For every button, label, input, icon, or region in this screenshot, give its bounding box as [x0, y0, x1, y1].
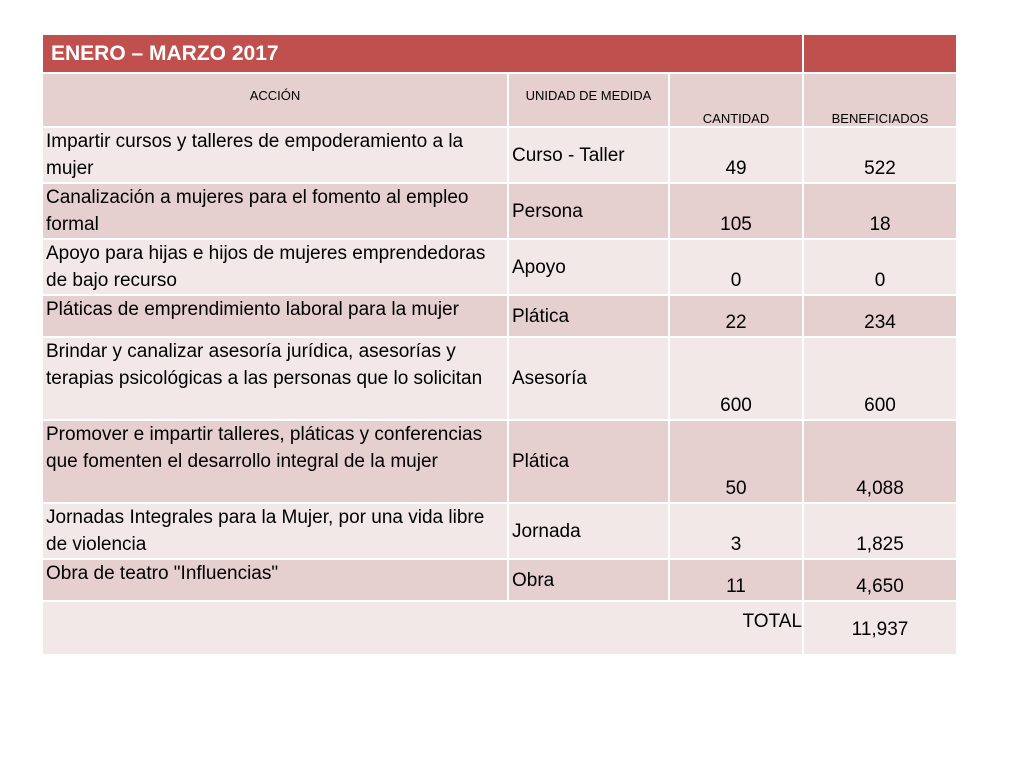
- table-row: [42, 503, 957, 559]
- cell-cantidad: 0: [669, 239, 803, 295]
- header-cantidad: CANTIDAD: [669, 73, 803, 127]
- cell-cantidad: 22: [669, 295, 803, 337]
- table-row: [42, 559, 957, 601]
- total-row: [42, 601, 957, 655]
- title-empty-cell: [803, 34, 957, 73]
- cell-unidad: Curso - Taller: [508, 127, 669, 183]
- header-row: [42, 73, 957, 127]
- cell-beneficiados: 1,825: [803, 503, 957, 559]
- table-row: [42, 183, 957, 239]
- cell-accion: Apoyo para hijas e hijos de mujeres emprendedoras de bajo recurso: [42, 239, 508, 295]
- total-value: 11,937: [803, 601, 957, 655]
- cell-beneficiados: 522: [803, 127, 957, 183]
- cell-unidad: Obra: [508, 559, 669, 601]
- cell-cantidad: 49: [669, 127, 803, 183]
- cell-beneficiados: 4,650: [803, 559, 957, 601]
- cell-beneficiados: 0: [803, 239, 957, 295]
- cell-accion: Brindar y canalizar asesoría jurídica, asesorías y terapias psicológicas a las personas que lo solicitan: [42, 337, 508, 420]
- table-row: [42, 127, 957, 183]
- cell-cantidad: 3: [669, 503, 803, 559]
- cell-unidad: Asesoría: [508, 337, 669, 420]
- cell-unidad: Plática: [508, 295, 669, 337]
- table-row: [42, 420, 957, 503]
- table-row: [42, 239, 957, 295]
- cell-unidad: Persona: [508, 183, 669, 239]
- cell-unidad: Plática: [508, 420, 669, 503]
- cell-accion: Promover e impartir talleres, pláticas y conferencias que fomenten el desarrollo integral de la mujer: [42, 420, 508, 503]
- header-beneficiados: BENEFICIADOS: [803, 73, 957, 127]
- cell-beneficiados: 234: [803, 295, 957, 337]
- cell-accion: Obra de teatro "Influencias": [42, 559, 508, 601]
- cell-unidad: Apoyo: [508, 239, 669, 295]
- cell-beneficiados: 18: [803, 183, 957, 239]
- table-row: [42, 337, 957, 420]
- cell-cantidad: 11: [669, 559, 803, 601]
- cell-accion: Pláticas de emprendimiento laboral para la mujer: [42, 295, 508, 337]
- cell-accion: Canalización a mujeres para el fomento al empleo formal: [42, 183, 508, 239]
- header-accion: ACCIÓN: [42, 73, 508, 127]
- report-table: [41, 33, 958, 656]
- total-label: TOTAL: [42, 601, 803, 655]
- title-row: [42, 34, 957, 73]
- table-title: ENERO – MARZO 2017: [42, 34, 803, 73]
- cell-accion: Jornadas Integrales para la Mujer, por una vida libre de violencia: [42, 503, 508, 559]
- table-row: [42, 295, 957, 337]
- cell-beneficiados: 4,088: [803, 420, 957, 503]
- cell-beneficiados: 600: [803, 337, 957, 420]
- cell-cantidad: 600: [669, 337, 803, 420]
- cell-cantidad: 50: [669, 420, 803, 503]
- cell-unidad: Jornada: [508, 503, 669, 559]
- header-unidad: UNIDAD DE MEDIDA: [508, 73, 669, 127]
- cell-cantidad: 105: [669, 183, 803, 239]
- cell-accion: Impartir cursos y talleres de empoderamiento a la mujer: [42, 127, 508, 183]
